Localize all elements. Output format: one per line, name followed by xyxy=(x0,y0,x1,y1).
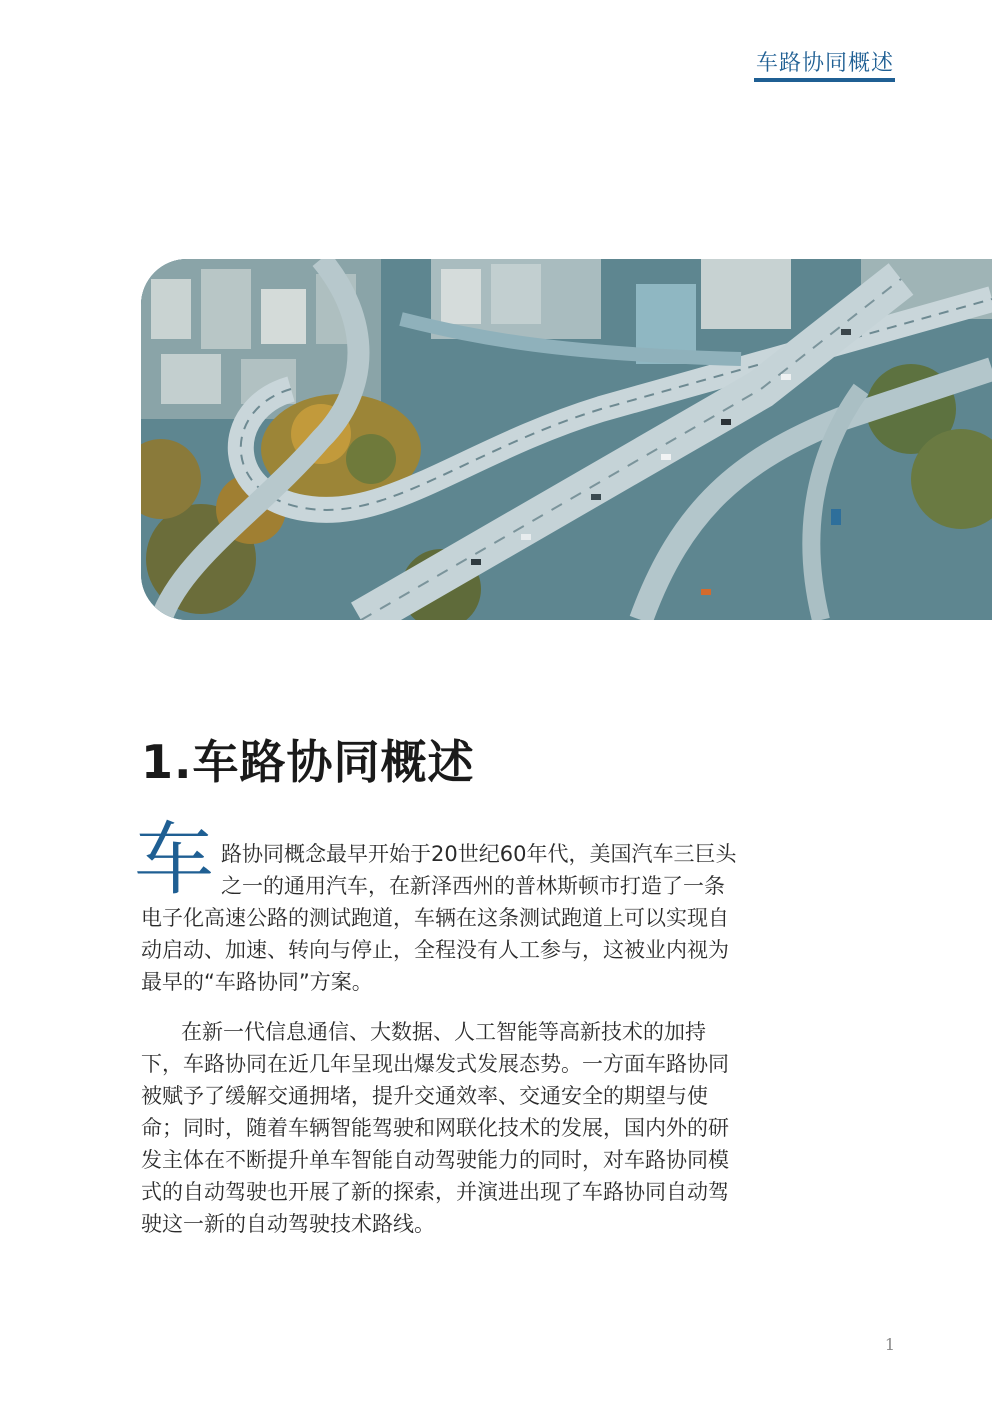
page-number: 1 xyxy=(884,1335,895,1354)
text-line: 在新一代信息通信、大数据、人工智能等高新技术的加持 xyxy=(181,1020,706,1044)
header-section-title: 车路协同概述 xyxy=(755,51,894,76)
paragraph-1 xyxy=(141,838,781,998)
text-line: 下，车路协同在近几年呈现出爆发式发展态势。一方面车路协同 xyxy=(141,1052,729,1076)
text-line: 最早的“车路协同”方案。 xyxy=(141,970,373,994)
text-line: 之一的通用汽车，在新泽西州的普林斯顿市打造了一条 xyxy=(221,874,725,898)
text-line: 式的自动驾驶也开展了新的探索，并演进出现了车路协同自动驾 xyxy=(141,1180,729,1204)
hero-image-illustration xyxy=(141,259,992,620)
text-line: 电子化高速公路的测试跑道，车辆在这条测试跑道上可以实现自 xyxy=(141,906,729,930)
paragraph-2 xyxy=(141,1016,781,1240)
text-line: 命；同时，随着车辆智能驾驶和网联化技术的发展，国内外的研 xyxy=(141,1116,729,1140)
text-line: 动启动、加速、转向与停止，全程没有人工参与，这被业内视为 xyxy=(141,938,729,962)
text-line: 发主体在不断提升单车智能自动驾驶能力的同时，对车路协同模 xyxy=(141,1148,729,1172)
hero-image xyxy=(141,259,992,620)
text-line: 路协同概念最早开始于20世纪60年代，美国汽车三巨头 xyxy=(221,842,737,866)
dropcap: 车 xyxy=(134,813,214,906)
text-line: 被赋予了缓解交通拥堵，提升交通效率、交通安全的期望与使 xyxy=(141,1084,708,1108)
header-rule xyxy=(754,78,895,82)
text-line: 驶这一新的自动驾驶技术路线。 xyxy=(141,1212,435,1236)
chapter-title: 1.车路协同概述 xyxy=(141,735,475,789)
